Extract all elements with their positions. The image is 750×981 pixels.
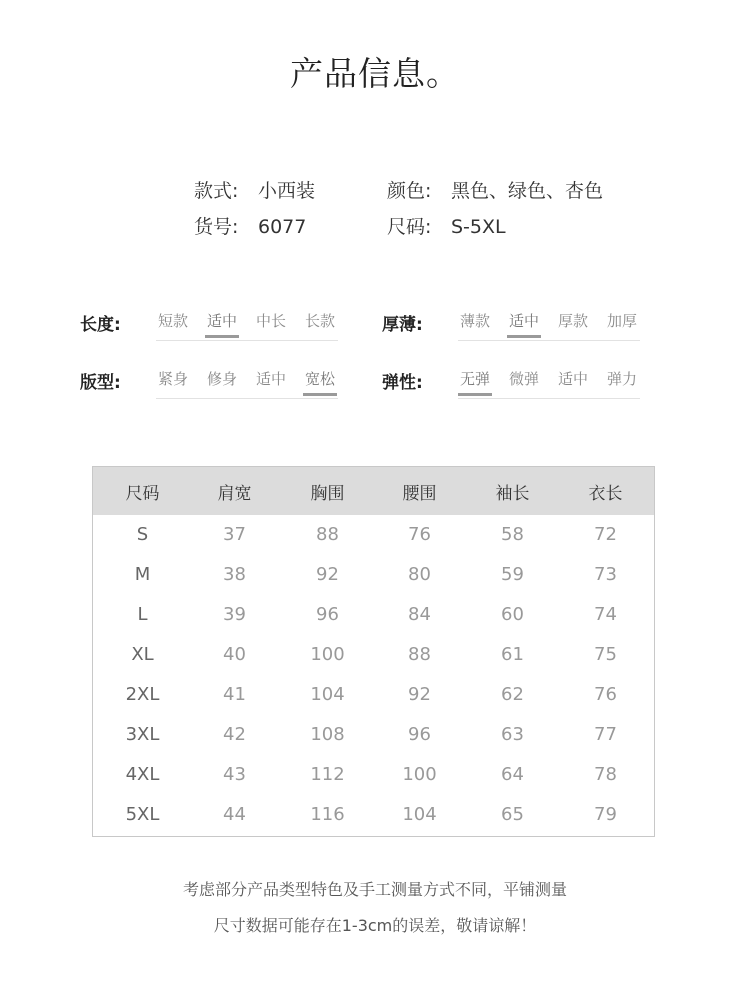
size-table-cell: 96 <box>316 604 339 625</box>
size-table-cell: 41 <box>223 684 246 705</box>
info-color-key: 颜色: <box>387 180 432 202</box>
fit-option: 修身 <box>206 370 237 388</box>
thickness-label: 厚薄: <box>382 315 423 335</box>
thickness-options <box>458 310 640 341</box>
size-table-cell: 43 <box>223 764 246 785</box>
size-table-cell: 76 <box>594 684 617 705</box>
size-table-cell: 44 <box>223 804 246 825</box>
size-table-cell: 100 <box>402 764 437 785</box>
size-table-cell: 63 <box>501 724 524 745</box>
info-sku-value: 6077 <box>258 216 307 238</box>
size-table-cell: M <box>134 564 151 585</box>
note-line-1: 考虑部分产品类型特色及手工测量方式不同，平铺测量 <box>182 880 567 899</box>
size-table-cell: 65 <box>501 804 524 825</box>
elasticity-option: 无弹 <box>458 368 492 396</box>
size-table-cell: 77 <box>594 724 617 745</box>
length-option: 短款 <box>157 312 188 330</box>
info-style-key: 款式: <box>194 180 239 202</box>
info-sku <box>194 212 306 239</box>
thickness-option: 加厚 <box>606 312 637 330</box>
size-table-cell: 116 <box>310 804 345 825</box>
size-table-cell: 74 <box>594 604 617 625</box>
note-line-2: 尺寸数据可能存在1-3cm的误差，敬请谅解！ <box>213 916 537 935</box>
elasticity-options <box>458 368 640 399</box>
size-table-cell: 58 <box>501 524 524 545</box>
size-table-cell: 104 <box>402 804 437 825</box>
size-table-header-cell: 胸围 <box>310 484 345 504</box>
elasticity-option: 弹力 <box>606 370 637 388</box>
size-table-cell: 92 <box>408 684 431 705</box>
length-option: 适中 <box>205 310 239 338</box>
thickness-option: 厚款 <box>557 312 588 330</box>
info-style-value: 小西装 <box>258 180 316 202</box>
elasticity-option: 微弹 <box>508 370 539 388</box>
size-table-cell: 78 <box>594 764 617 785</box>
size-table-cell: 100 <box>310 644 345 665</box>
size-table-header-cell: 肩宽 <box>217 484 252 504</box>
size-table-cell: XL <box>131 644 154 665</box>
size-table-cell: 59 <box>501 564 524 585</box>
size-table <box>92 466 655 837</box>
thickness-option: 薄款 <box>459 312 490 330</box>
size-table-cell: 38 <box>223 564 246 585</box>
fit-option: 适中 <box>255 370 286 388</box>
size-table-cell: S <box>136 524 149 545</box>
size-table-cell: 4XL <box>125 764 160 785</box>
size-table-cell: 84 <box>408 604 431 625</box>
size-table-header-cell: 尺码 <box>125 484 160 504</box>
info-size-value: S-5XL <box>451 216 506 238</box>
elasticity-option: 适中 <box>557 370 588 388</box>
size-table-cell: 112 <box>310 764 345 785</box>
size-table-cell: 72 <box>594 524 617 545</box>
length-label: 长度: <box>80 315 121 335</box>
size-table-cell: 75 <box>594 644 617 665</box>
elasticity-label: 弹性: <box>382 373 423 393</box>
size-table-cell: 39 <box>223 604 246 625</box>
info-style <box>194 176 315 203</box>
size-table-cell: 108 <box>310 724 345 745</box>
size-table-cell: 79 <box>594 804 617 825</box>
size-table-cell: L <box>137 604 148 625</box>
length-option: 中长 <box>255 312 286 330</box>
fit-options <box>156 368 338 399</box>
size-table-cell: 80 <box>408 564 431 585</box>
info-color <box>387 176 603 203</box>
size-table-cell: 92 <box>316 564 339 585</box>
size-table-cell: 88 <box>408 644 431 665</box>
fit-option: 紧身 <box>157 370 188 388</box>
size-table-cell: 64 <box>501 764 524 785</box>
info-color-value: 黑色、绿色、杏色 <box>451 180 604 202</box>
size-table-cell: 96 <box>408 724 431 745</box>
fit-option: 宽松 <box>303 368 337 396</box>
size-table-header-cell: 腰围 <box>402 484 437 504</box>
size-table-cell: 5XL <box>125 804 160 825</box>
size-table-cell: 40 <box>223 644 246 665</box>
thickness-option: 适中 <box>507 310 541 338</box>
size-table-cell: 37 <box>223 524 246 545</box>
size-table-header-cell: 袖长 <box>495 484 530 504</box>
size-table-cell: 62 <box>501 684 524 705</box>
size-table-cell: 76 <box>408 524 431 545</box>
size-table-cell: 60 <box>501 604 524 625</box>
size-table-cell: 3XL <box>125 724 160 745</box>
size-table-cell: 61 <box>501 644 524 665</box>
size-table-cell: 42 <box>223 724 246 745</box>
size-table-header-cell: 衣长 <box>588 484 623 504</box>
fit-label: 版型: <box>80 373 121 393</box>
size-table-cell: 88 <box>316 524 339 545</box>
size-table-header <box>93 467 654 515</box>
size-table-cell: 2XL <box>125 684 160 705</box>
size-table-cell: 73 <box>594 564 617 585</box>
info-sku-key: 货号: <box>194 216 239 238</box>
length-options <box>156 310 338 341</box>
info-size-key: 尺码: <box>387 216 432 238</box>
length-option: 长款 <box>304 312 335 330</box>
page-title: 产品信息。 <box>290 54 460 93</box>
size-table-cell: 104 <box>310 684 345 705</box>
info-size <box>387 212 506 239</box>
